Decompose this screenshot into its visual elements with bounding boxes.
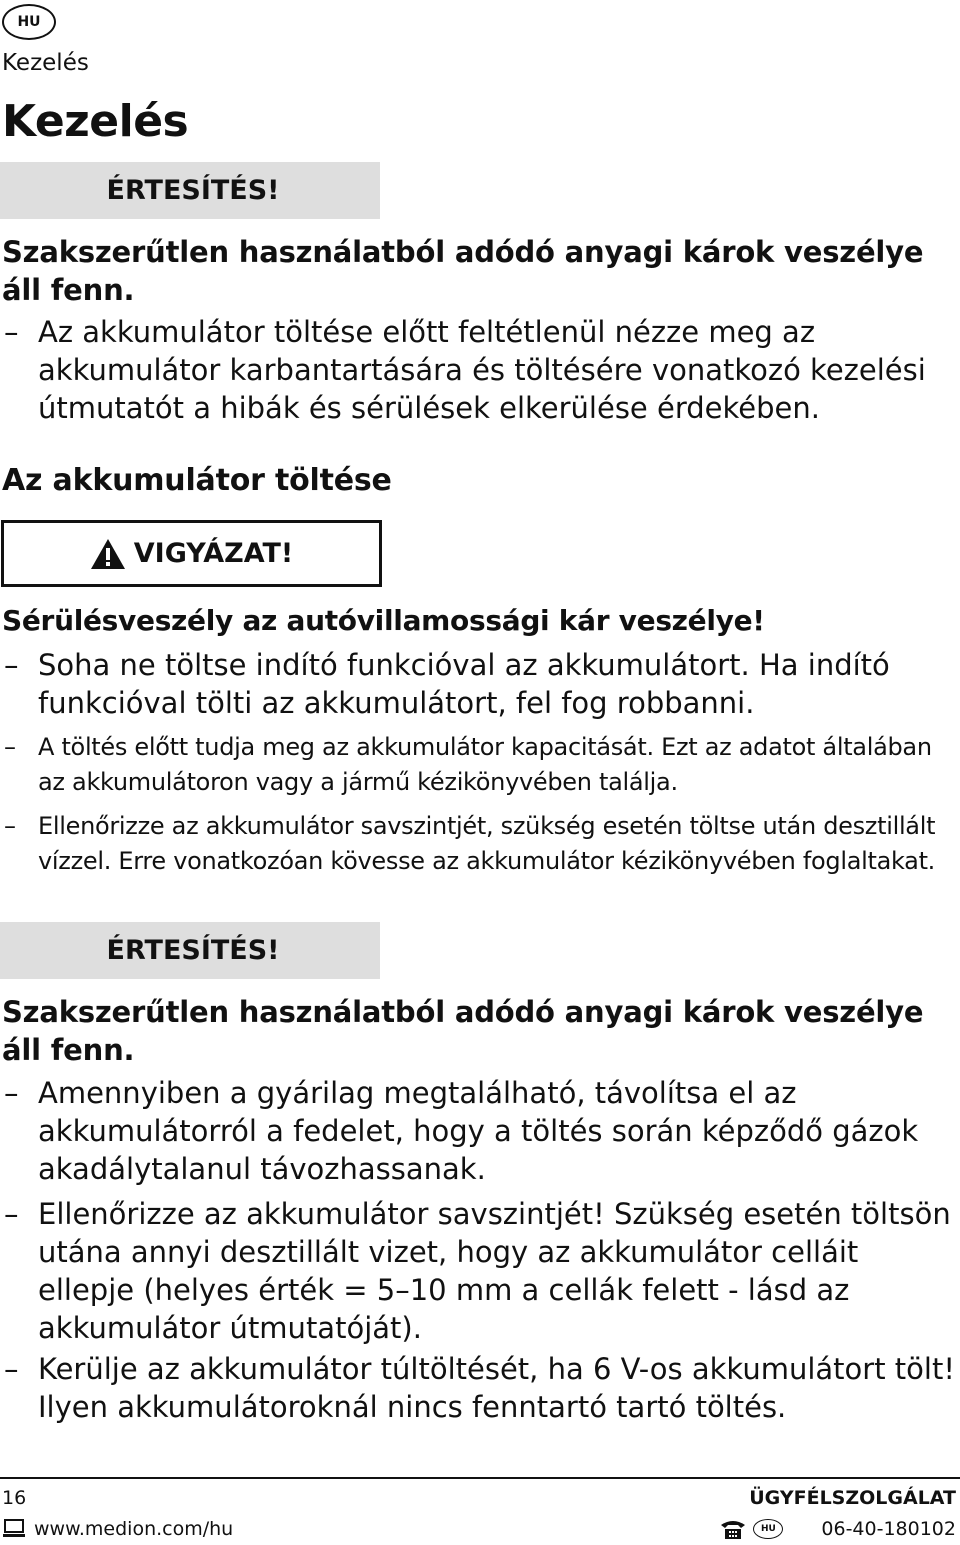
- computer-icon: [2, 1519, 26, 1539]
- list-item-text: Az akkumulátor töltése előtt feltétlenül nézze meg az akkumulátor karbantartására és töltésére vonatkozó kezelési útmutatót a hibák és sérülések elkerülése érdekében.: [38, 315, 926, 425]
- list-item: [0, 646, 958, 722]
- warning-triangle-icon: [90, 538, 126, 570]
- page-number: 16: [2, 1487, 27, 1509]
- bullet-dash: –: [4, 812, 16, 840]
- country-badge: HU: [753, 1519, 783, 1539]
- bullet-dash: –: [4, 1076, 19, 1110]
- list-item: [0, 1195, 958, 1347]
- section-heading: Az akkumulátor töltése: [2, 463, 392, 498]
- notice-heading: Szakszerűtlen használatból adódó anyagi károk veszélye áll fenn.: [2, 995, 924, 1067]
- list-item: [0, 730, 958, 800]
- bullet-dash: –: [4, 1197, 19, 1231]
- footer-divider: [0, 1477, 960, 1479]
- list-item-text: Ellenőrizze az akkumulátor savszintjét! Szükség esetén töltsön utána annyi desztillált vizet, hogy az akkumulátor celláit ellepje (helyes érték = 5–10 mm a cellák felett - lásd az akkumulátor útmutatóját).: [38, 1197, 951, 1345]
- notice-label: ÉRTESÍTÉS!: [106, 935, 280, 966]
- warning-box: [1, 520, 382, 587]
- website-link[interactable]: www.medion.com/hu: [34, 1518, 234, 1540]
- list-item: [0, 1074, 958, 1188]
- phone-icon: [719, 1518, 747, 1540]
- bullet-dash: –: [4, 1352, 19, 1386]
- bullet-dash: –: [4, 648, 19, 682]
- service-label: ÜGYFÉLSZOLGÁLAT: [749, 1487, 956, 1509]
- list-item-text: Soha ne töltse indító funkcióval az akkumulátort. Ha indító funkcióval tölti az akkumulátort, fel fog robbanni.: [38, 648, 890, 720]
- language-badge: HU: [2, 4, 56, 40]
- list-item-text: Ellenőrizze az akkumulátor savszintjét, szükség esetén töltse után desztillált vízzel. Erre vonatkozóan kövesse az akkumulátor kézikönyvében foglaltakat.: [38, 812, 936, 875]
- warning-label: VIGYÁZAT!: [133, 538, 294, 569]
- notice-box: [0, 162, 380, 219]
- list-item: [0, 1350, 958, 1426]
- notice-heading: Szakszerűtlen használatból adódó anyagi károk veszélye áll fenn.: [2, 235, 924, 307]
- list-item-text: Kerülje az akkumulátor túltöltését, ha 6 V-os akkumulátort tölt! Ilyen akkumulátoroknál nincs fenntartó tartó töltés.: [38, 1352, 955, 1424]
- bullet-dash: –: [4, 315, 19, 349]
- footer-website: [2, 1518, 233, 1540]
- bullet-dash: –: [4, 733, 16, 761]
- list-item: [0, 809, 958, 879]
- list-item-text: Amennyiben a gyárilag megtalálható, távolítsa el az akkumulátorról a fedelet, hogy a töltés során képződő gázok akadálytalanul távozhassanak.: [38, 1076, 919, 1186]
- list-item: [0, 313, 958, 427]
- notice-label: ÉRTESÍTÉS!: [106, 175, 280, 206]
- list-item-text: A töltés előtt tudja meg az akkumulátor kapacitását. Ezt az adatot általában az akkumulátoron vagy a jármű kézikönyvében találja.: [38, 733, 932, 796]
- section-label: Kezelés: [2, 50, 89, 76]
- phone-number: 06-40-180102: [821, 1518, 956, 1540]
- warning-heading: Sérülésveszély az autóvillamossági kár veszélye!: [2, 604, 765, 637]
- notice-box: [0, 922, 380, 979]
- page-title: Kezelés: [2, 96, 189, 147]
- footer-phone: [719, 1518, 956, 1540]
